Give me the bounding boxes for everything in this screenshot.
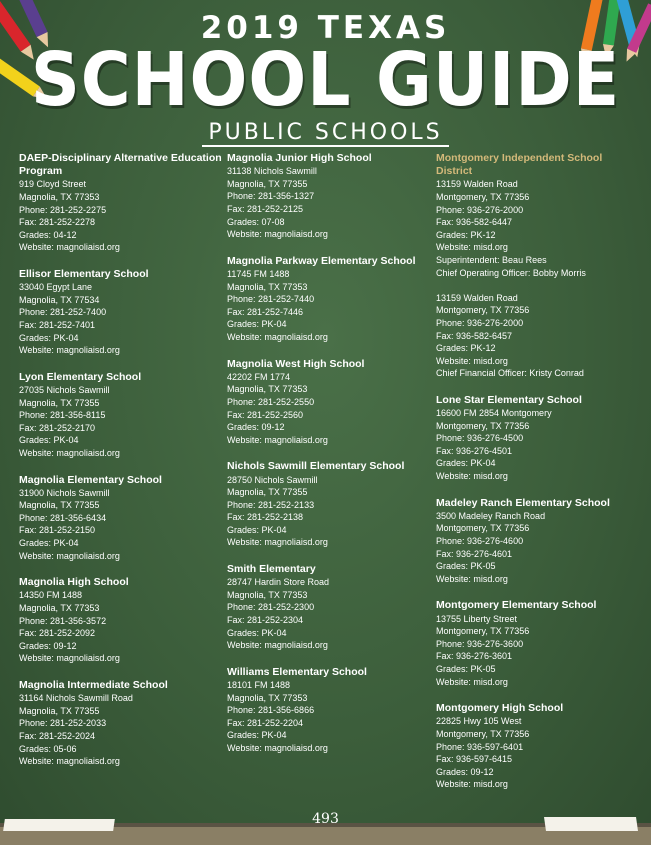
header-subtitle-text: PUBLIC SCHOOLS [202, 120, 448, 147]
school-detail-line: Fax: 281-252-2024 [19, 731, 96, 742]
school-detail-line: Fax: 281-252-2138 [227, 512, 304, 523]
school-detail-line: Fax: 281-252-2170 [19, 422, 96, 433]
school-detail-line: Phone: 936-276-2000 [436, 204, 524, 215]
school-detail-line: Grades: PK-04 [436, 458, 496, 469]
school-entry [227, 666, 432, 755]
school-detail-line: Website: magnoliaisd.org [227, 743, 328, 753]
school-detail-line: 31164 Nichols Sawmill Road [19, 693, 133, 704]
header-subtitle [0, 120, 651, 145]
school-detail-line: Grades: 09-12 [227, 422, 285, 433]
school-detail-line: Grades: PK-04 [227, 730, 287, 741]
school-detail-line: 13159 Walden Road [436, 292, 518, 303]
school-detail-line: 33040 Egypt Lane [19, 282, 93, 293]
school-entry [227, 460, 432, 549]
school-detail-line: Fax: 281-252-2304 [227, 615, 304, 626]
school-detail-line: Fax: 936-582-6447 [436, 217, 513, 228]
school-detail-line: Website: magnoliaisd.org [227, 640, 328, 651]
school-detail-line: Website: magnoliaisd.org [19, 447, 120, 458]
school-detail-line: 18101 FM 1488 [227, 680, 291, 691]
school-name: Magnolia West High School [227, 357, 365, 370]
school-entry [19, 152, 224, 254]
school-detail-line: 13159 Walden Road [436, 179, 518, 190]
school-name: DAEP-Disciplinary Alternative Education Program [19, 152, 222, 178]
school-detail-line: 42202 FM 1774 [227, 371, 291, 382]
school-name: Ellisor Elementary School [19, 267, 149, 280]
school-detail-line: 22825 Hwy 105 West [436, 716, 522, 727]
school-entry [436, 152, 641, 380]
school-detail-line: Website: misd.org [436, 471, 508, 482]
school-detail-line: Magnolia, TX 77355 [227, 487, 308, 498]
school-detail-line: Fax: 936-276-4501 [436, 445, 513, 456]
school-detail-line: Magnolia, TX 77353 [227, 384, 308, 395]
school-detail-line: Website: misd.org [436, 779, 508, 790]
school-detail-line: Grades: PK-04 [19, 538, 79, 549]
header-year-state: 2019 TEXAS [200, 10, 451, 46]
school-name: Montgomery Independent School District [436, 152, 603, 178]
school-detail-line: Magnolia, TX 77353 [227, 692, 308, 703]
school-detail-line: Grades: 09-12 [19, 640, 77, 651]
school-detail-line: Grades: PK-12 [436, 229, 496, 240]
school-detail-line: Montgomery, TX 77356 [436, 523, 530, 534]
school-detail-line: Grades: PK-05 [436, 664, 496, 675]
school-detail-line: Phone: 936-597-6401 [436, 741, 524, 752]
school-detail-line: Fax: 281-252-2150 [19, 525, 96, 536]
school-detail-line: Fax: 281-252-2278 [19, 217, 96, 228]
school-detail-line: 919 Cloyd Street [19, 179, 87, 190]
school-detail-line: 28750 Nichols Sawmill [227, 474, 318, 485]
school-detail-line: Montgomery, TX 77356 [436, 305, 530, 316]
school-detail-line: Phone: 936-276-3600 [436, 638, 524, 649]
school-detail-line: Grades: PK-04 [227, 524, 287, 535]
school-detail-line: Magnolia, TX 77355 [19, 397, 100, 408]
school-entry [227, 358, 432, 447]
school-detail-line: Phone: 936-276-4600 [436, 536, 524, 547]
school-detail-line: Magnolia, TX 77353 [19, 603, 100, 614]
school-detail-line: 31138 Nichols Sawmill [227, 166, 317, 177]
school-detail-line: Grades: 04-12 [19, 229, 77, 240]
school-detail-line: Phone: 281-252-2550 [227, 396, 315, 407]
school-detail-line: 14350 FM 1488 [19, 590, 83, 601]
school-detail-line: Grades: 05-06 [19, 743, 77, 754]
school-detail-line: Phone: 281-356-1327 [227, 191, 315, 202]
school-name: Magnolia Elementary School [19, 473, 162, 486]
school-name: Lyon Elementary School [19, 370, 142, 383]
school-detail-line: Grades: PK-04 [227, 319, 287, 330]
school-detail-line: Fax: 936-582-6457 [436, 330, 513, 341]
school-detail-line: Grades: PK-04 [227, 627, 287, 638]
school-detail-line: 31900 Nichols Sawmill [19, 487, 110, 498]
school-detail-line: Magnolia, TX 77353 [19, 192, 100, 202]
school-detail-line: Grades: 07-08 [227, 216, 285, 227]
school-entry [436, 394, 641, 483]
school-detail-line: 16600 FM 2854 Montgomery [436, 408, 552, 419]
school-entry [227, 563, 432, 652]
school-detail-line: Phone: 281-252-2033 [19, 718, 107, 729]
school-name: Smith Elementary [227, 563, 316, 576]
school-name: Nichols Sawmill Elementary School [227, 460, 405, 473]
school-detail-line: Website: magnoliaisd.org [19, 653, 120, 664]
school-detail-line: Fax: 281-252-2125 [227, 203, 304, 214]
school-detail-line: Fax: 281-252-2560 [227, 409, 304, 420]
school-name: Williams Elementary School [227, 665, 367, 678]
school-detail-line: Phone: 281-356-6434 [19, 512, 107, 523]
school-detail-line: Website: misd.org [436, 355, 508, 366]
school-detail-line: 28747 Hardin Store Road [227, 577, 330, 588]
school-detail-line: Website: misd.org [436, 676, 508, 687]
school-entry [436, 702, 641, 791]
school-detail-line: Montgomery, TX 77356 [436, 729, 530, 739]
school-name: Magnolia Parkway Elementary School [227, 254, 416, 267]
school-detail-line: Website: magnoliaisd.org [19, 756, 120, 767]
school-detail-line: Phone: 281-356-3572 [19, 615, 107, 626]
school-detail-line: Grades: PK-05 [436, 561, 496, 572]
school-detail-line: Phone: 936-276-4500 [436, 433, 524, 444]
school-detail-line: Fax: 936-276-3601 [436, 651, 513, 662]
school-detail-line: Magnolia, TX 77353 [227, 281, 308, 292]
school-detail-line: Phone: 281-252-2275 [19, 204, 107, 215]
school-detail-line: 27035 Nichols Sawmill [19, 384, 110, 395]
school-entry [436, 497, 641, 586]
school-detail-line: Magnolia, TX 77353 [227, 589, 308, 600]
school-detail-line: Grades: PK-12 [436, 343, 496, 354]
school-entry [19, 474, 224, 563]
school-detail-line: Fax: 936-597-6415 [436, 754, 513, 765]
school-detail-line: Magnolia, TX 77534 [19, 294, 100, 305]
column-2 [227, 152, 432, 769]
school-detail-line: Montgomery, TX 77356 [436, 420, 530, 431]
school-detail-line: Magnolia, TX 77355 [19, 500, 100, 511]
school-detail-line: Phone: 281-356-6866 [227, 705, 315, 716]
school-detail-line: Website: misd.org [436, 242, 508, 253]
spacer [436, 279, 641, 292]
school-entry [436, 599, 641, 688]
school-entry [19, 371, 224, 460]
school-entry [227, 255, 432, 344]
school-entry [227, 152, 432, 241]
school-detail-line: Fax: 281-252-7446 [227, 306, 304, 317]
school-detail-line: Website: misd.org [436, 573, 508, 584]
school-entry [19, 576, 224, 665]
school-detail-line: Magnolia, TX 77355 [227, 178, 308, 189]
school-detail-line: Magnolia, TX 77355 [19, 705, 100, 716]
school-detail-line: 11745 FM 1488 [227, 268, 290, 279]
school-name: Magnolia Intermediate School [19, 679, 168, 692]
school-detail-line: Website: magnoliaisd.org [19, 345, 120, 356]
school-detail-line: Grades: 09-12 [436, 766, 494, 777]
school-detail-line: Montgomery, TX 77356 [436, 192, 530, 202]
school-detail-line: Montgomery, TX 77356 [436, 626, 530, 637]
school-detail-line: Phone: 281-252-7400 [19, 307, 107, 318]
school-detail-line: Phone: 281-356-8115 [19, 410, 106, 421]
column-1 [19, 152, 224, 782]
school-detail-line: Website: magnoliaisd.org [19, 550, 120, 561]
school-detail-line: Phone: 281-252-7440 [227, 294, 315, 305]
school-detail-line: 3500 Madeley Ranch Road [436, 510, 546, 521]
page-number: 493 [312, 811, 339, 827]
school-detail-line: Phone: 281-252-2133 [227, 499, 315, 510]
school-detail-line: 13755 Liberty Street [436, 613, 518, 624]
school-detail-line: Website: magnoliaisd.org [227, 434, 328, 445]
school-detail-line: Grades: PK-04 [19, 332, 79, 343]
school-detail-line: Fax: 281-252-7401 [19, 319, 96, 330]
school-name: Madeley Ranch Elementary School [436, 496, 610, 509]
header-title: SCHOOL GUIDE [30, 37, 621, 123]
school-detail-line: Fax: 936-276-4601 [436, 548, 513, 559]
school-detail-line: Grades: PK-04 [19, 435, 79, 446]
school-detail-line: Chief Operating Officer: Bobby Morris [436, 267, 586, 278]
school-detail-line: Phone: 281-252-2300 [227, 602, 315, 613]
school-entry [19, 679, 224, 768]
school-detail-line: Phone: 936-276-2000 [436, 317, 524, 328]
school-detail-line: Chief Financial Officer: Kristy Conrad [436, 368, 584, 379]
school-name: Magnolia Junior High School [227, 152, 372, 164]
school-name: Magnolia High School [19, 576, 129, 589]
school-name: Montgomery Elementary School [436, 599, 597, 612]
school-detail-line: Website: magnoliaisd.org [227, 229, 328, 240]
school-detail-line: Fax: 281-252-2092 [19, 628, 96, 639]
school-detail-line: Website: magnoliaisd.org [227, 537, 328, 548]
school-detail-line: Superintendent: Beau Rees [436, 254, 547, 265]
school-entry [19, 268, 224, 357]
school-detail-line: Website: magnoliaisd.org [227, 331, 328, 342]
column-3 [436, 152, 641, 805]
school-detail-line: Website: magnoliaisd.org [19, 242, 120, 253]
school-name: Lone Star Elementary School [436, 393, 582, 406]
school-name: Montgomery High School [436, 702, 564, 715]
school-detail-line: Fax: 281-252-2204 [227, 717, 304, 728]
